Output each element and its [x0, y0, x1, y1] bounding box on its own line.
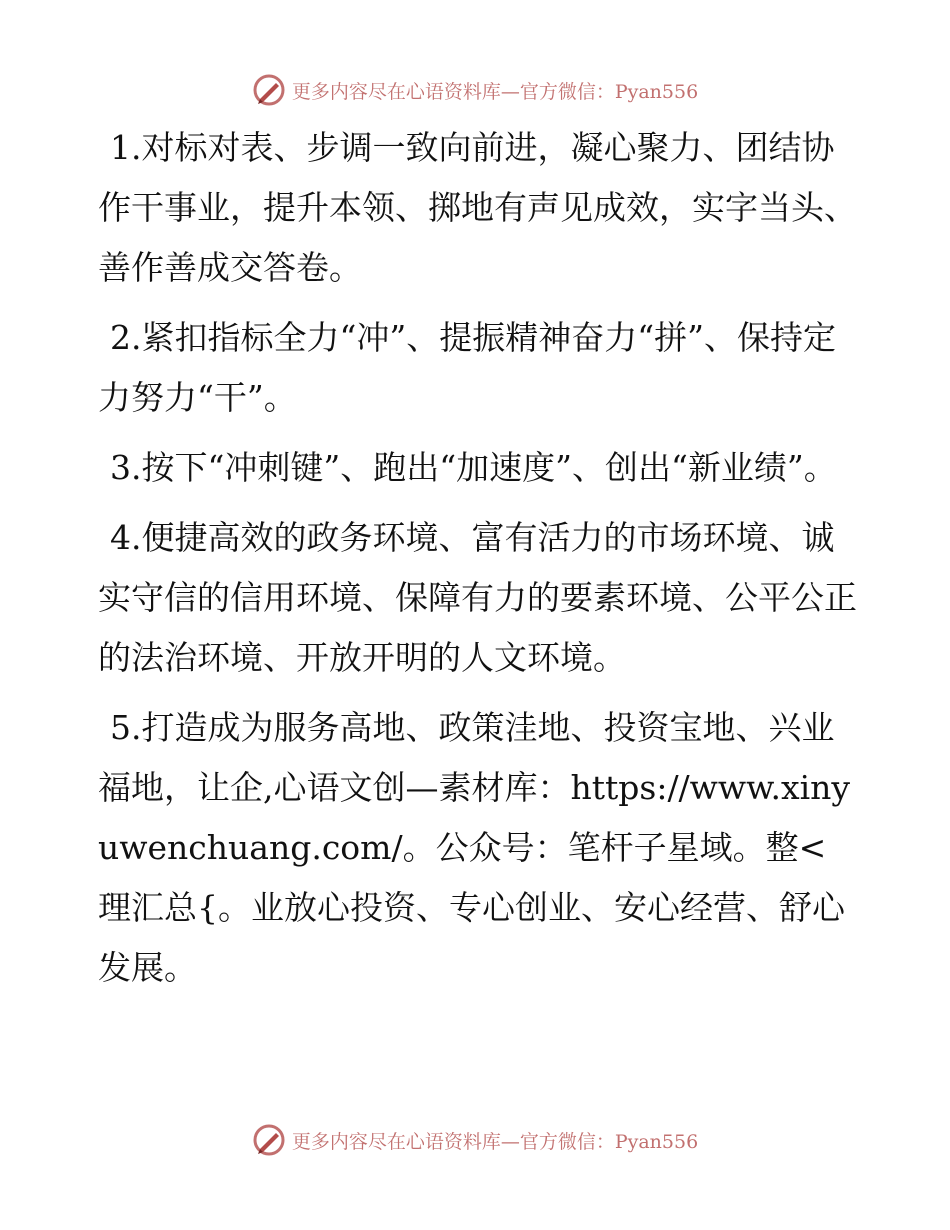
- footer-site-text: 更多内容尽在心语资料库: [291, 1130, 501, 1153]
- paragraph-3: 3.按下“冲刺键”、跑出“加速度”、创出“新业绩”。: [110, 448, 837, 487]
- footer-banner-text: [292, 1127, 698, 1154]
- paragraph-2: 2.紧扣指标全力“冲”、提振精神奋力“拼”、保持定力努力“干”。: [98, 318, 836, 417]
- paragraph-4: 4.便捷高效的政务环境、富有活力的市场环境、诚实守信的信用环境、保障有力的要素环境、公平公正的法治环境、开放开明的人文环境。: [98, 518, 857, 677]
- header-wechat-text: 官方微信：Pyan556: [519, 80, 699, 103]
- header-site-text: 更多内容尽在心语资料库: [291, 80, 501, 103]
- paragraph-1: 1.对标对表、步调一致向前进，凝心聚力、团结协作干事业，提升本领、掷地有声见成效，实字当头、善作善成交答卷。: [98, 128, 857, 287]
- header-banner: [0, 70, 950, 110]
- footer-banner: [0, 1120, 950, 1160]
- footer-wechat-text: 官方微信：Pyan556: [519, 1130, 699, 1153]
- pen-logo-icon: [252, 1123, 286, 1157]
- pen-logo-icon: [252, 73, 286, 107]
- footer-separator: —: [500, 1130, 520, 1153]
- paragraph-5: 5.打造成为服务高地、政策洼地、投资宝地、兴业福地，让企,心语文创—素材库：https://www.xinyuwenchuang.com/。公众号：笔杆子星域。整<理汇总{。业放心投资、专心创业、安心经营、舒心发展。: [98, 708, 851, 987]
- header-separator: —: [500, 80, 520, 103]
- document-body: [98, 118, 858, 1008]
- header-banner-text: [292, 77, 698, 104]
